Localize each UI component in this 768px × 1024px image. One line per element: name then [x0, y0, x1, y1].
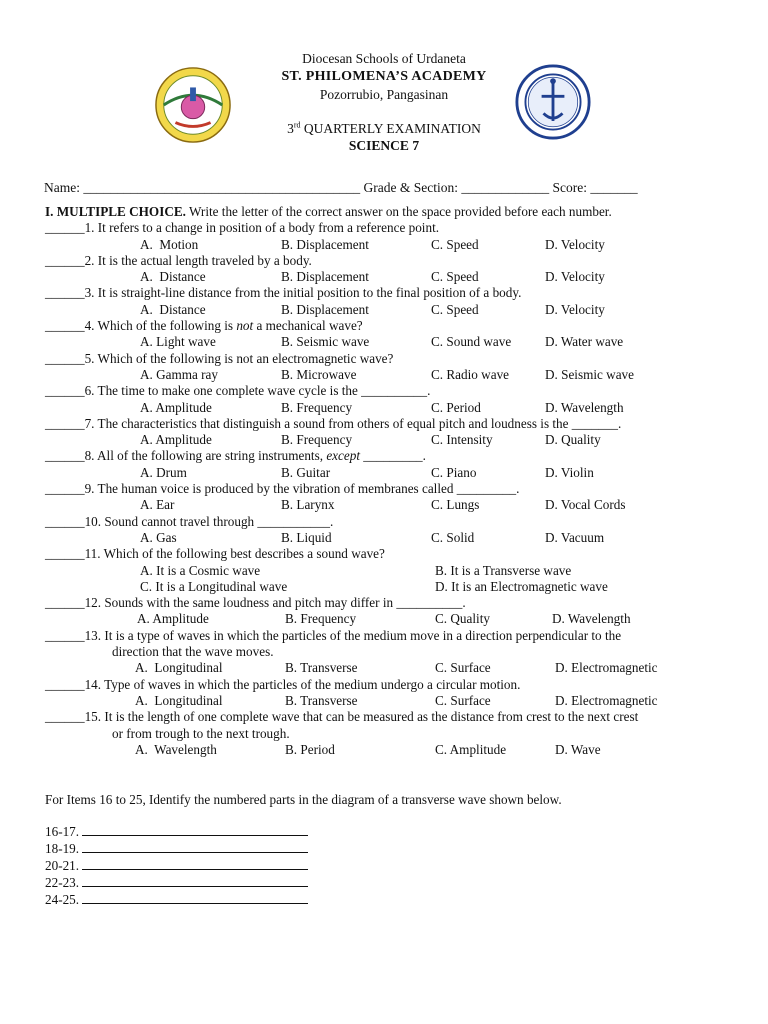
question-6-stem: ______6. The time to make one complete wave cycle is the __________. [45, 383, 431, 399]
question-5-option-a[interactable]: A. Gamma ray [140, 366, 218, 382]
question-1-option-b[interactable]: B. Displacement [281, 236, 369, 252]
question-13-option-b[interactable]: B. Transverse [285, 660, 358, 676]
exam-ordinal: rd [293, 120, 301, 130]
question-3-options [45, 302, 725, 318]
answer-blank[interactable] [82, 892, 308, 904]
question-3-option-a[interactable]: A. Distance [140, 301, 206, 317]
question-13-option-d[interactable]: D. Electromagnetic [555, 660, 658, 676]
question-9-option-a[interactable]: A. Ear [140, 497, 175, 513]
question-4-option-d[interactable]: D. Water wave [545, 334, 624, 350]
question-8-options [45, 465, 725, 481]
diagram-instruction: For Items 16 to 25, Identify the numbered parts in the diagram of a transverse wave shown below. [45, 792, 562, 807]
name-label: Name: [44, 180, 84, 195]
question-2-options [45, 269, 725, 285]
question-8-stem-end: _________. [359, 448, 426, 464]
question-15-option-a[interactable]: A. Wavelength [135, 741, 217, 757]
blank-number: 18-19. [45, 841, 83, 856]
question-5-stem: ______5. Which of the following is not an electromagnetic wave? [45, 350, 394, 366]
question-3-option-b[interactable]: B. Displacement [281, 301, 369, 317]
question-4-stem-end: a mechanical wave? [253, 318, 363, 334]
blank-number: 22-23. [45, 875, 83, 890]
question-14-option-c[interactable]: C. Surface [435, 692, 491, 708]
question-14-option-d[interactable]: D. Electromagnetic [555, 692, 658, 708]
identification-blanks [45, 823, 308, 908]
question-12-option-b[interactable]: B. Frequency [285, 611, 357, 627]
question-1-option-d[interactable]: D. Velocity [545, 236, 605, 252]
question-9-option-c[interactable]: C. Lungs [431, 497, 480, 513]
question-6-option-c[interactable]: C. Period [431, 399, 481, 415]
question-15-stem: ______15. It is the length of one complete wave that can be measured as the distance from crest to the next crest [45, 709, 639, 725]
question-11-option[interactable]: D. It is an Electromagnetic wave [435, 578, 608, 594]
question-7-option-b[interactable]: B. Frequency [281, 432, 353, 448]
exam-subject: SCIENCE 7 [348, 138, 420, 153]
multiple-choice-section [45, 204, 725, 758]
blank-number: 24-25. [45, 892, 83, 907]
question-3-stem: ______3. It is straight-line distance from the initial position to the final position of a body. [45, 285, 522, 301]
blank-number: 16-17. [45, 824, 83, 839]
question-8-emphasis: except [326, 448, 360, 464]
question-1-options [45, 237, 725, 253]
question-9-option-b[interactable]: B. Larynx [281, 497, 335, 513]
question-4-option-b[interactable]: B. Seismic wave [281, 334, 370, 350]
question-9-options [45, 497, 725, 513]
question-11-option[interactable]: A. It is a Cosmic wave [140, 562, 261, 578]
question-12-option-a[interactable]: A. Amplitude [137, 611, 209, 627]
question-12-stem: ______12. Sounds with the same loudness and pitch may differ in __________. [45, 595, 466, 611]
question-13-option-c[interactable]: C. Surface [435, 660, 491, 676]
diocese-name: Diocesan Schools of Urdaneta [302, 51, 466, 66]
question-11-options-row [45, 563, 725, 579]
question-10-option-d[interactable]: D. Vacuum [545, 529, 605, 545]
question-15-option-d[interactable]: D. Wave [555, 741, 601, 757]
question-6-option-d[interactable]: D. Wavelength [545, 399, 624, 415]
question-14-options [45, 693, 725, 709]
answer-blank[interactable] [82, 824, 308, 836]
question-8-stem-text: ______8. All of the following are string instruments, [45, 448, 327, 464]
grade-section-label: Grade & Section: [360, 180, 462, 195]
name-field[interactable]: _________________________________________ [83, 180, 361, 195]
question-7-option-c[interactable]: C. Intensity [431, 432, 493, 448]
question-13-stem-continued: direction that the wave moves. [112, 644, 274, 660]
question-4-stem [45, 318, 725, 334]
question-7-stem: ______7. The characteristics that distinguish a sound from others of equal pitch and loudness is the _______. [45, 415, 622, 431]
question-15-option-c[interactable]: C. Amplitude [435, 741, 507, 757]
question-13-options [45, 660, 725, 676]
blank-item [45, 857, 308, 874]
score-label: Score: [549, 180, 591, 195]
question-11-option[interactable]: B. It is a Transverse wave [435, 562, 572, 578]
answer-blank[interactable] [82, 841, 308, 853]
question-1-option-a[interactable]: A. Motion [140, 236, 199, 252]
question-4-emphasis: not [236, 318, 254, 334]
question-2-option-c[interactable]: C. Speed [431, 269, 479, 285]
question-3-option-d[interactable]: D. Velocity [545, 301, 605, 317]
question-12-option-c[interactable]: C. Quality [435, 611, 490, 627]
blank-item [45, 891, 308, 908]
question-13-option-a[interactable]: A. Longitudinal [135, 660, 223, 676]
exam-number: 3 [287, 121, 294, 136]
school-header [0, 50, 768, 104]
question-15-option-b[interactable]: B. Period [285, 741, 335, 757]
section-instruction-text: Write the letter of the correct answer on the space provided before each number. [185, 204, 612, 219]
question-list [45, 220, 725, 758]
question-10-option-b[interactable]: B. Liquid [281, 529, 332, 545]
question-5-option-b[interactable]: B. Microwave [281, 366, 357, 382]
blank-number: 20-21. [45, 858, 83, 873]
question-1-stem: ______1. It refers to a change in position of a body from a reference point. [45, 220, 440, 236]
question-7-option-a[interactable]: A. Amplitude [140, 432, 212, 448]
question-11-options-row [45, 579, 725, 595]
academy-name: ST. PHILOMENA’S ACADEMY [281, 69, 487, 84]
question-12-option-d[interactable]: D. Wavelength [552, 611, 631, 627]
question-7-options [45, 432, 725, 448]
question-13-stem: ______13. It is a type of waves in which the particles of the medium move in a direction perpendicular to the [45, 627, 622, 643]
question-4-option-a[interactable]: A. Light wave [140, 334, 216, 350]
question-10-stem: ______10. Sound cannot travel through ___________. [45, 513, 334, 529]
question-6-option-b[interactable]: B. Frequency [281, 399, 353, 415]
question-10-option-a[interactable]: A. Gas [140, 529, 177, 545]
question-2-option-d[interactable]: D. Velocity [545, 269, 605, 285]
question-2-option-a[interactable]: A. Distance [140, 269, 206, 285]
question-12-options [45, 611, 725, 627]
question-8-stem [45, 448, 725, 464]
section-label: I. MULTIPLE CHOICE. [45, 204, 186, 219]
question-2-stem: ______2. It is the actual length traveled by a body. [45, 252, 312, 268]
exam-title [0, 120, 768, 137]
question-8-option-a[interactable]: A. Drum [140, 464, 187, 480]
school-location: Pozorrubio, Pangasinan [319, 87, 449, 102]
question-6-option-a[interactable]: A. Amplitude [140, 399, 212, 415]
question-6-options [45, 400, 725, 416]
question-9-option-d[interactable]: D. Vocal Cords [545, 497, 626, 513]
question-4-options [45, 334, 725, 350]
question-5-options [45, 367, 725, 383]
exam-title-text: QUARTERLY EXAMINATION [300, 121, 481, 136]
question-8-option-c[interactable]: C. Piano [431, 464, 477, 480]
question-3-option-c[interactable]: C. Speed [431, 301, 479, 317]
section-instruction [45, 204, 725, 220]
question-1-option-c[interactable]: C. Speed [431, 236, 479, 252]
question-10-option-c[interactable]: C. Solid [431, 529, 475, 545]
blank-item [45, 840, 308, 857]
question-4-stem-text: ______4. Which of the following is [45, 318, 237, 334]
exam-heading [0, 120, 768, 154]
question-14-option-a[interactable]: A. Longitudinal [135, 692, 223, 708]
question-11-option[interactable]: C. It is a Longitudinal wave [140, 578, 288, 594]
question-8-option-d[interactable]: D. Violin [545, 464, 594, 480]
question-7-option-d[interactable]: D. Quality [545, 432, 601, 448]
score-field[interactable]: _______ [590, 180, 638, 195]
question-15-stem-continued: or from trough to the next trough. [112, 725, 290, 741]
blank-item [45, 823, 308, 840]
question-14-option-b[interactable]: B. Transverse [285, 692, 358, 708]
question-11-stem: ______11. Which of the following best describes a sound wave? [45, 546, 385, 562]
answer-blank[interactable] [82, 858, 308, 870]
question-4-option-c[interactable]: C. Sound wave [431, 334, 512, 350]
answer-blank[interactable] [82, 875, 308, 887]
blank-item [45, 874, 308, 891]
question-9-stem: ______9. The human voice is produced by the vibration of membranes called _________. [45, 481, 520, 497]
question-15-options [45, 742, 725, 758]
question-14-stem: ______14. Type of waves in which the particles of the medium undergo a circular motion. [45, 676, 521, 692]
question-10-options [45, 530, 725, 546]
student-info-line [44, 180, 724, 196]
question-5-option-d[interactable]: D. Seismic wave [545, 366, 634, 382]
question-2-option-b[interactable]: B. Displacement [281, 269, 369, 285]
question-8-option-b[interactable]: B. Guitar [281, 464, 331, 480]
question-5-option-c[interactable]: C. Radio wave [431, 366, 510, 382]
grade-section-field[interactable]: _____________ [461, 180, 550, 195]
